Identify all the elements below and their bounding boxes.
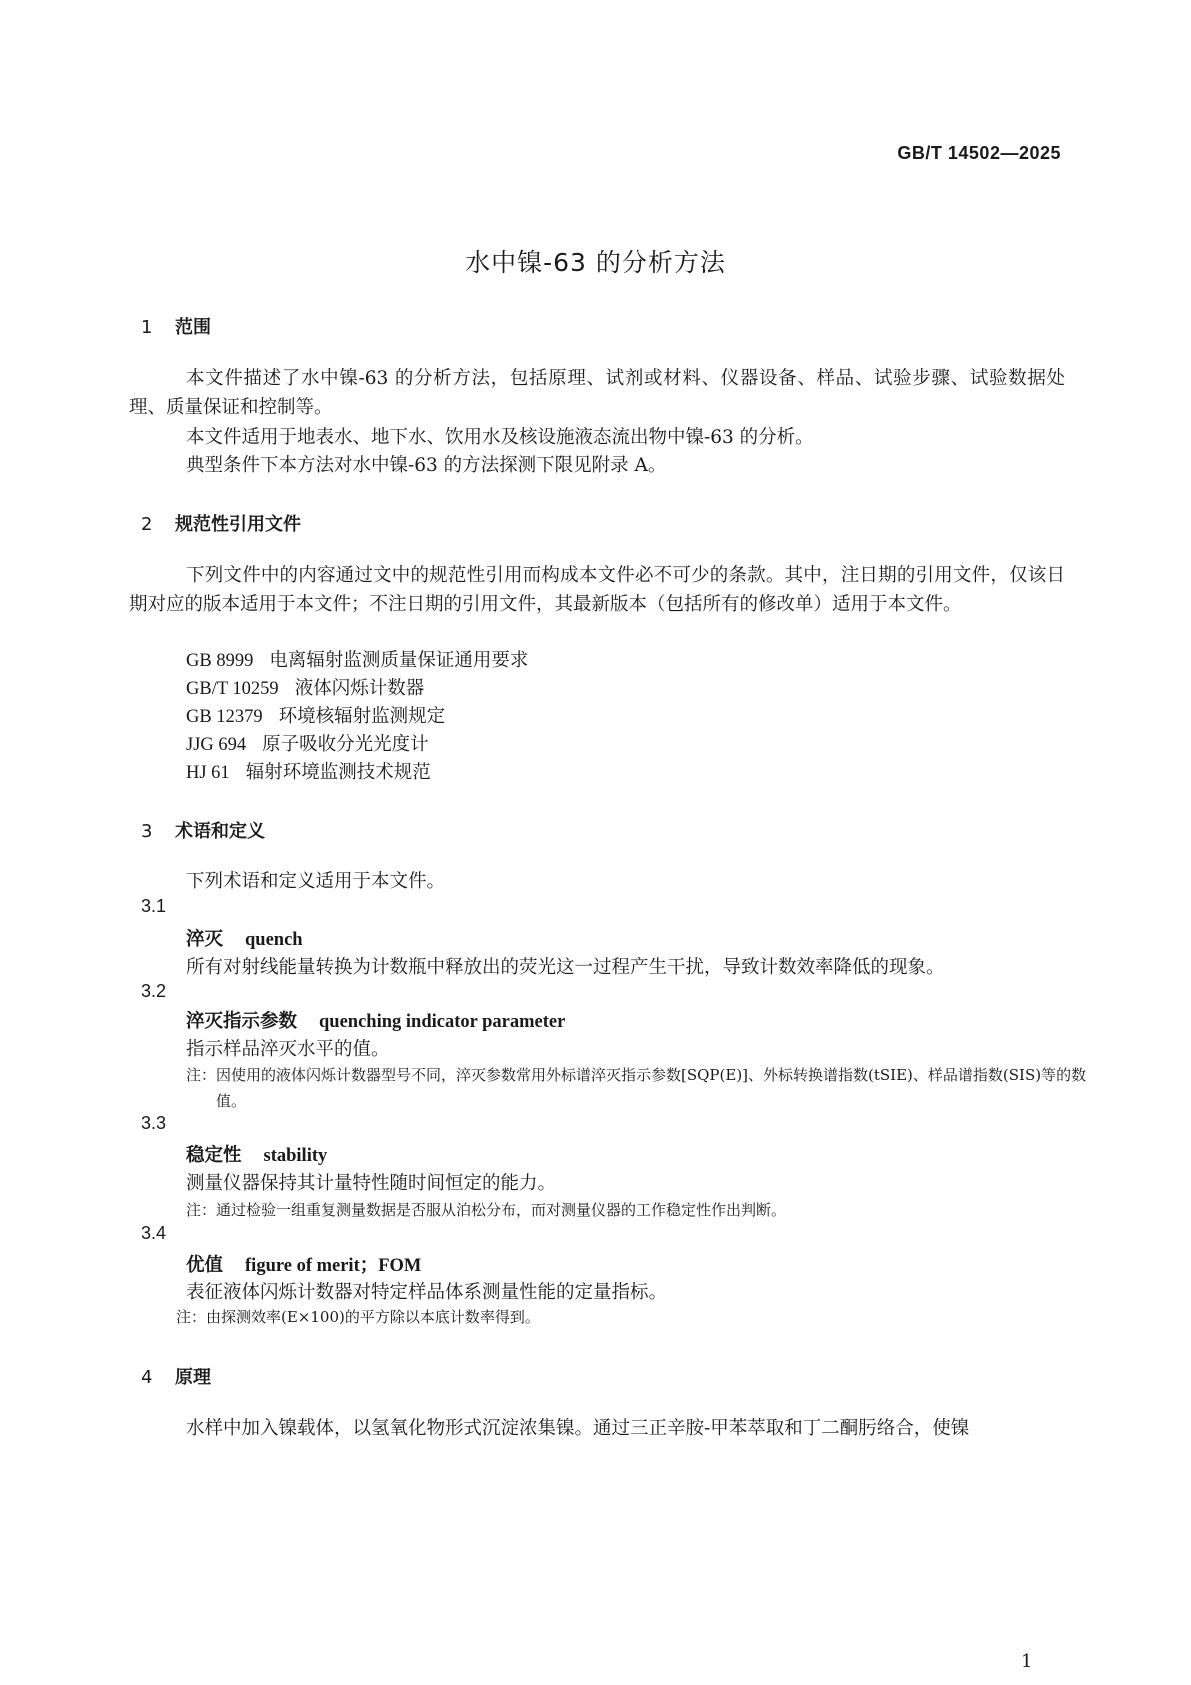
- term-chinese: 优值: [186, 1255, 224, 1276]
- term-number: 3.2: [141, 981, 167, 1001]
- term-note: 注：由探测效率(E×100)的平方除以本底计数率得到。: [176, 1308, 540, 1326]
- term-chinese: 稳定性: [186, 1145, 242, 1166]
- normative-reference: [186, 674, 424, 700]
- reference-title: 液体闪烁计数器: [294, 678, 425, 699]
- section-4-heading: [141, 1363, 211, 1389]
- term-note: 注：通过检验一组重复测量数据是否服从泊松分布，而对测量仪器的工作稳定性作出判断。: [186, 1201, 787, 1219]
- section-number: 1: [141, 317, 153, 338]
- term-number: 3.4: [141, 1223, 167, 1243]
- term-chinese: 淬灭指示参数: [186, 1011, 298, 1032]
- reference-title: 辐射环境监测技术规范: [245, 762, 431, 783]
- term-definition: 指示样品淬灭水平的值。: [186, 1039, 390, 1060]
- section-3-intro: 下列术语和定义适用于本文件。: [186, 871, 446, 892]
- section-4-paragraph-1: 水样中加入镍载体，以氢氧化物形式沉淀浓集镍。通过三正辛胺-甲苯萃取和丁二酮肟络合，使镍: [186, 1418, 970, 1439]
- section-3-heading: [141, 817, 265, 843]
- section-1-paragraph-1: 本文件描述了水中镍-63 的分析方法，包括原理、试剂或材料、仪器设备、样品、试验步骤、试验数据处理、质量保证和控制等。: [129, 368, 1065, 418]
- term-english: stability: [263, 1146, 328, 1166]
- page-number: 1: [1021, 1651, 1033, 1672]
- reference-code: GB 8999: [186, 651, 254, 671]
- normative-reference: [186, 702, 445, 728]
- term-definition: 所有对射线能量转换为计数瓶中释放出的荧光这一过程产生干扰，导致计数效率降低的现象。: [186, 957, 945, 978]
- reference-code: HJ 61: [186, 763, 230, 783]
- reference-code: JJG 694: [186, 735, 247, 755]
- section-title: 范围: [175, 317, 211, 338]
- term-english: figure of merit；FOM: [245, 1256, 422, 1276]
- document-title: 水中镍-63 的分析方法: [465, 248, 726, 277]
- standard-number: GB/T 14502—2025: [897, 143, 1061, 163]
- section-1-paragraph-2: 本文件适用于地表水、地下水、饮用水及核设施液态流出物中镍-63 的分析。: [186, 427, 814, 448]
- section-2-paragraph-1: 下列文件中的内容通过文中的规范性引用而构成本文件必不可少的条款。其中，注日期的引用文件，仅该日期对应的版本适用于本文件；不注日期的引用文件，其最新版本（包括所有的修改单）适用于本文件。: [129, 565, 1065, 615]
- normative-reference: [186, 646, 528, 672]
- reference-title: 环境核辐射监测规定: [278, 706, 446, 727]
- term-definition: 表征液体闪烁计数器对特定样品体系测量性能的定量指标。: [186, 1282, 668, 1303]
- reference-code: GB/T 10259: [186, 679, 279, 699]
- reference-title: 原子吸收分光光度计: [262, 734, 429, 755]
- normative-reference: [186, 730, 429, 756]
- section-number: 3: [141, 821, 153, 842]
- normative-reference: [186, 758, 431, 784]
- reference-title: 电离辐射监测质量保证通用要求: [269, 650, 529, 671]
- term-heading: [186, 1141, 327, 1167]
- term-chinese: 淬灭: [186, 929, 224, 950]
- term-note: 注：因使用的液体闪烁计数器型号不同，淬灭参数常用外标谱淬灭指示参数[SQP(E)]、外标转换谱指数(tSIE)、样品谱指数(SIS)等的数值。: [186, 1066, 1087, 1110]
- section-number: 2: [141, 514, 153, 535]
- reference-code: GB 12379: [186, 707, 263, 727]
- term-english: quench: [245, 930, 303, 950]
- section-number: 4: [141, 1367, 153, 1388]
- term-english: quenching indicator parameter: [319, 1012, 566, 1032]
- section-title: 原理: [175, 1367, 211, 1388]
- section-1-paragraph-3: 典型条件下本方法对水中镍-63 的方法探测下限见附录 A。: [186, 455, 667, 476]
- section-2-heading: [141, 510, 301, 536]
- section-title: 规范性引用文件: [175, 514, 301, 535]
- term-heading: [186, 1007, 565, 1033]
- term-heading: [186, 925, 303, 951]
- term-number: 3.1: [141, 896, 167, 916]
- term-number: 3.3: [141, 1113, 167, 1133]
- section-title: 术语和定义: [175, 821, 265, 842]
- term-definition: 测量仪器保持其计量特性随时间恒定的能力。: [186, 1173, 557, 1194]
- term-heading: [186, 1251, 421, 1277]
- section-1-heading: [141, 313, 211, 339]
